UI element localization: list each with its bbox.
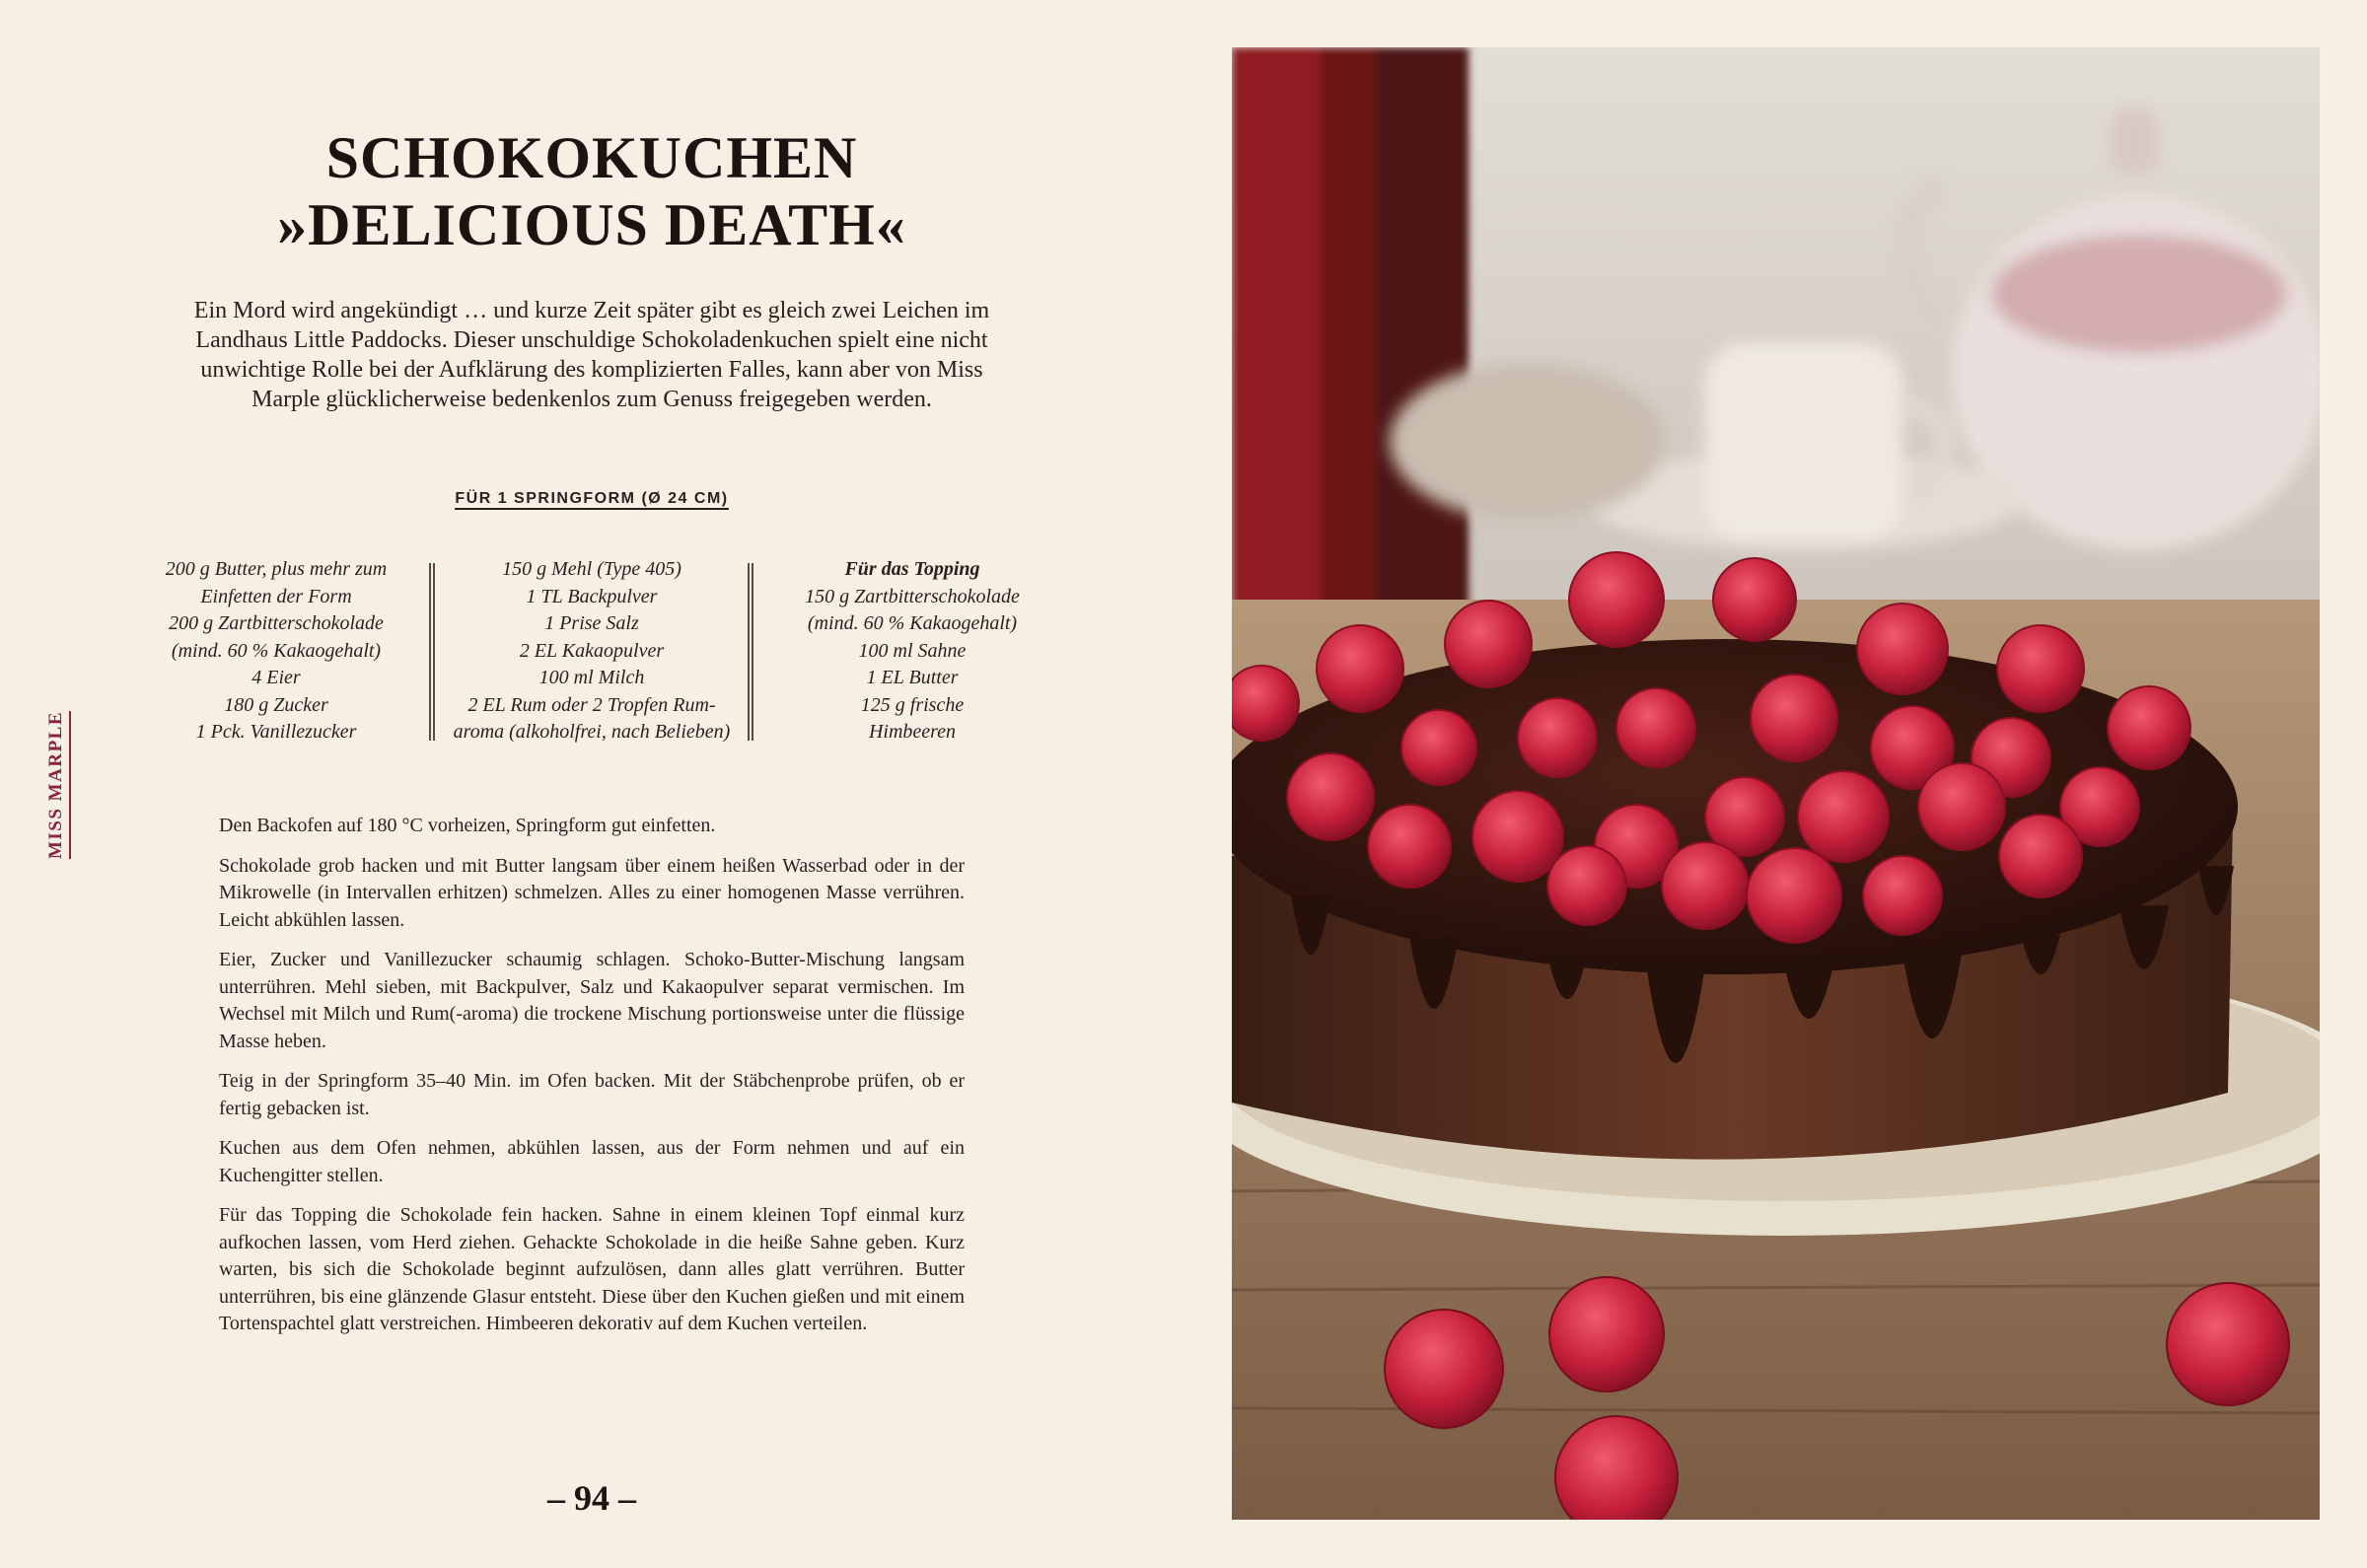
ingredient-line: (mind. 60 % Kakaogehalt) xyxy=(807,612,1018,634)
recipe-title-line2: »DELICIOUS DEATH« xyxy=(277,192,906,257)
serves-heading xyxy=(394,490,789,508)
instruction-step: Schokolade grob hacken und mit Butter langsam über einem heißen Wasserbad oder in der Mikrowelle (in Intervallen erhitzen) schmelzen. Alles zu einer homogenen Masse verrühren. Leicht abkühlen lassen. xyxy=(219,854,965,931)
recipe-title-line1: SCHOKOKUCHEN xyxy=(325,125,858,190)
instruction-step: Eier, Zucker und Vanillezucker schaumig schlagen. Schoko-Butter-Mischung langsam unterrühren. Mehl sieben, mit Backpulver, Salz und Kakaopulver separat vermischen. Im Wechsel mit Milch und Rum(-aroma) die trockene Mischung portionsweise unter die flüssige Masse heben. xyxy=(219,949,965,1052)
ingredient-line: 2 EL Kakaopulver xyxy=(519,639,665,662)
intro-text: Ein Mord wird angekündigt … und kurze Zeit später gibt es gleich zwei Leichen im Landhaus Little Paddocks. Dieser unschuldige Schokoladenkuchen spielt eine nicht unwichtige Rolle bei der Aufklärung des komplizierten Falles, kann aber von Miss Marple glücklicherweise bedenkenlos zum Genuss freigegeben werden. xyxy=(193,298,990,412)
side-label xyxy=(43,708,73,861)
recipe-title xyxy=(197,124,986,258)
column-divider xyxy=(429,563,435,741)
serves-heading-text: FÜR 1 SPRINGFORM (Ø 24 CM) xyxy=(455,490,728,510)
instruction-step: Für das Topping die Schokolade fein hacken. Sahne in einem kleinen Topf einmal kurz aufkochen lassen, vom Herd ziehen. Gehackte Schokolade in die heiße Sahne geben. Kurz warten, bis sich die Schokolade beginnt aufzulösen, dann alles glatt verrühren. Butter unterrühren, bis eine glänzende Glasur entsteht. Diese über den Kuchen gießen und mit einem Tortenspachtel glatt verstreichen. Himbeeren dekorativ auf dem Kuchen verteilen. xyxy=(219,1204,965,1334)
ingredient-line: 180 g Zucker xyxy=(224,693,328,716)
ingredient-line: 1 Pck. Vanillezucker xyxy=(195,721,357,743)
ingredient-line: aroma (alkoholfrei, nach Belieben) xyxy=(453,721,731,743)
instructions xyxy=(219,813,965,1351)
ingredient-line: 150 g Zartbitterschokolade xyxy=(805,585,1020,607)
instruction-step: Teig in der Springform 35–40 Min. im Ofen backen. Mit der Stäbchenprobe prüfen, ob er fertig gebacken ist. xyxy=(219,1070,965,1119)
column-divider xyxy=(748,563,753,741)
ingredient-line: Einfetten der Form xyxy=(200,585,352,607)
topping-heading: Für das Topping xyxy=(844,558,980,580)
ingredient-line: 1 EL Butter xyxy=(866,667,959,688)
instruction-step: Den Backofen auf 180 °C vorheizen, Springform gut einfetten. xyxy=(219,815,716,836)
ingredient-line: 100 ml Sahne xyxy=(858,639,967,662)
ingredient-line: 125 g frische xyxy=(860,693,965,716)
ingredient-line: 200 g Zartbitterschokolade xyxy=(169,612,384,634)
cake-photo xyxy=(1232,47,2320,1520)
ingredient-line: 100 ml Milch xyxy=(538,667,645,688)
page-number: – 94 – xyxy=(547,1478,636,1518)
ingredient-line: Himbeeren xyxy=(868,721,957,743)
ingredient-line: 1 TL Backpulver xyxy=(526,585,658,607)
ingredients-column-3 xyxy=(769,556,1055,747)
ingredients-column-1 xyxy=(138,556,414,747)
ingredient-line: 200 g Butter, plus mehr zum xyxy=(165,558,388,580)
instruction-step: Kuchen aus dem Ofen nehmen, abkühlen lassen, aus der Form nehmen und auf ein Kuchengitter stellen. xyxy=(219,1137,965,1186)
ingredient-line: 4 Eier xyxy=(251,667,301,688)
ingredient-line: (mind. 60 % Kakaogehalt) xyxy=(171,639,382,662)
ingredient-line: 2 EL Rum oder 2 Tropfen Rum- xyxy=(467,693,716,716)
side-label-text: MISS MARPLE xyxy=(45,710,71,858)
ingredients-column-2 xyxy=(444,556,740,747)
ingredient-line: 150 g Mehl (Type 405) xyxy=(502,558,681,580)
ingredient-line: 1 Prise Salz xyxy=(544,612,639,634)
